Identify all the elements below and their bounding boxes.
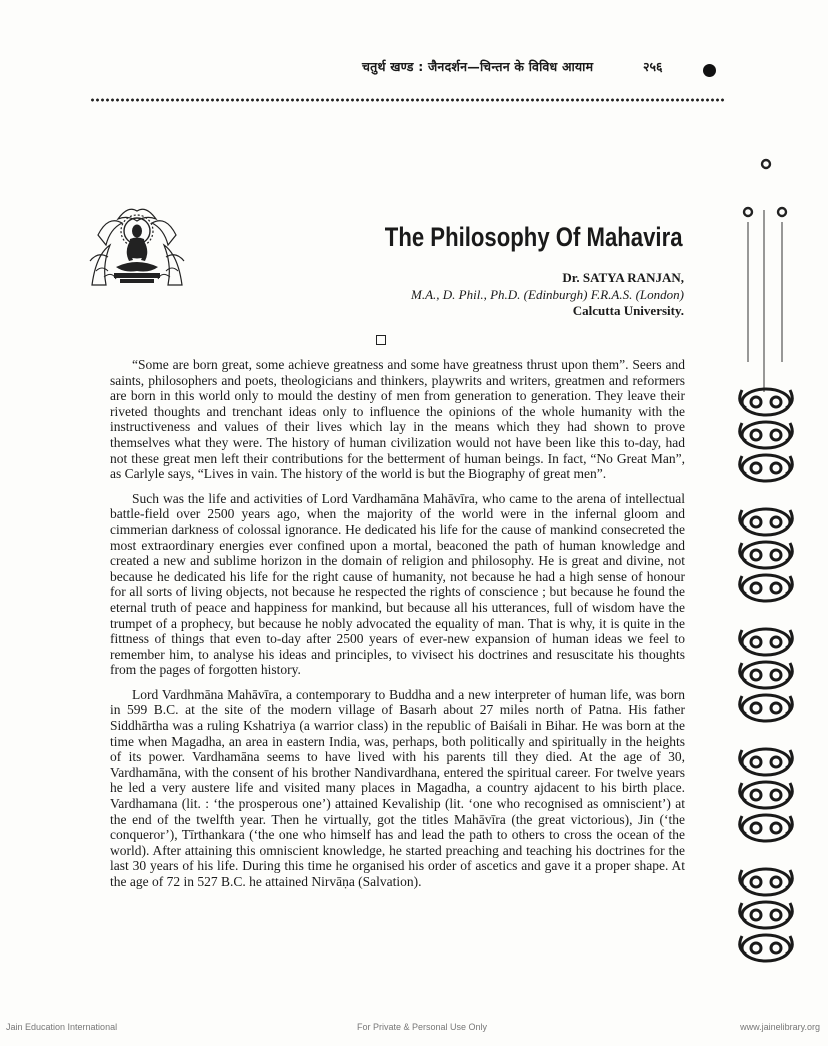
article-body [110, 357, 685, 899]
footer-usage-note: For Private & Personal Use Only [357, 1022, 488, 1032]
floral-ornament-unit [740, 455, 793, 481]
side-ornament-border [732, 152, 804, 992]
floral-ornament-unit [740, 629, 793, 655]
floral-ornament-unit [740, 575, 793, 601]
footer-source: Jain Education International [6, 1022, 118, 1032]
floral-ornament-unit [740, 662, 793, 688]
dotted-rule-divider [90, 97, 726, 103]
floral-ornament-unit [740, 509, 793, 535]
author-affiliation: Calcutta University. [572, 303, 684, 318]
floral-ornament-unit [740, 782, 793, 808]
author-block [411, 270, 684, 320]
paragraph: Lord Vardhmāna Mahāvīra, a contemporary to Buddha and a new interpreter of human life, was born in 599 B.C. at the site of the modern village of Basarh about 27 miles north of Patna. His father Siddhārtha was a ruling Kshatriya (a warrior class) in the republic of Baiśali in Bihar. He was born at the time when Magadha, an area in eastern India, was, perhaps, both politically and spiritually in the heights of its power. Vardhamāna seems to have lived with his parents till they died. At the age of 30, Vardhamāna, with the consent of his brother Nandivardhana, entered the spiritual career. For twelve years he led a very austere life and visited many places in Magadha, a country ajdacent to his birth place. Vardhamana (lit. : ‘the prosperous one’) attained Kevaliship (lit. ‘one who recognised as omniscient’) at the end of the twelfth year. Then he virtually, got the titles Mahāvīra (the great victorious), Jin (‘the conqueror’), Tīrthankara (‘the one who himself has and lead the path to others to cross the ocean of the world). After attaining this omniscient knowledge, he started preaching and teaching his doctrines for the last 30 years of his life. During this time he organised his order of ascetics and gave it a proper shape. At the age of 72 in 527 B.C. he attained Nirvāṇa (Salvation). [110, 686, 685, 889]
paragraph: “Some are born great, some achieve greatness and some have greatness thrust upon them”. Seers and saints, philosophers and poets, theologicians and thinkers, playwrits and writers, greatmen and reformers are born in this world only to mould the destiny of men from generation to generation. They leave their riveted thoughts and trenchant ideas only to influence the opinions of the whole humanity with the instructiveness and values of their lives which lay in the means which they had shown to prove themselves what they were. The history of human civilization would not have been like this to-day, had not these great men left their contributions for the betterment of human beings. In fact, “No Great Man”, as Carlyle says, “Lives in vain. The history of the world is but the Biography of great men”. [110, 357, 685, 482]
author-name: Dr. SATYA RANJAN, [562, 270, 684, 285]
floral-ornament-unit [740, 935, 793, 961]
page-number: २५६ [643, 59, 663, 74]
article-title: The Philosophy Of Mahavira [384, 222, 683, 252]
footer-website: www.jainelibrary.org [740, 1022, 820, 1032]
floral-ornament-unit [740, 695, 793, 721]
floral-ornament-unit [740, 869, 793, 895]
floral-ornament-unit [740, 422, 793, 448]
floral-ornament-unit [740, 749, 793, 775]
floral-ornament-unit [740, 542, 793, 568]
floral-ornament-unit [740, 815, 793, 841]
mahavira-emblem-image [88, 205, 186, 289]
floral-ornament-unit [740, 389, 793, 415]
header-dot [703, 64, 716, 77]
section-separator-box [376, 335, 386, 345]
running-head: चतुर्थ खण्ड : जैनदर्शन—चिन्तन के विविध आयाम [362, 59, 594, 74]
paragraph: Such was the life and activities of Lord Vardhamāna Mahāvīra, who came to the arena of intellectual battle-field over 2500 years ago, when the majority of the world were in the infernal gloom and cimmerian darkness of colossal ignorance. He dedicated his life for the cause of mankind consecreted the most extraordinary energies ever confined upon a mortal, beaconed the path of human knowledge and created a new and sublime horizon in the domain of religion and philosophy. He is great and divine, not because he dedicated his life for the right cause of humanity, not because he had a high sense of honour for all sorts of living objects, not because he respected the rights of conscience ; but because he found the eternal truth of peace and happiness for mankind, but because all his utterances, full of wisdom have the trumpet of a prophecy, but because he nobly advocated the equality of man. That is why, it is quite in the fittness of things that even to-day after 2500 years of ever-new expansion of human ideas we feel to remember him, to analyse his ideas and principles, to vivisect his doctrines and resuscitate his thoughts from the pages of forgotten history. [110, 490, 685, 678]
author-qualifications: M.A., D. Phil., Ph.D. (Edinburgh) F.R.A.S. (London) [411, 286, 684, 302]
floral-ornament-unit [740, 902, 793, 928]
